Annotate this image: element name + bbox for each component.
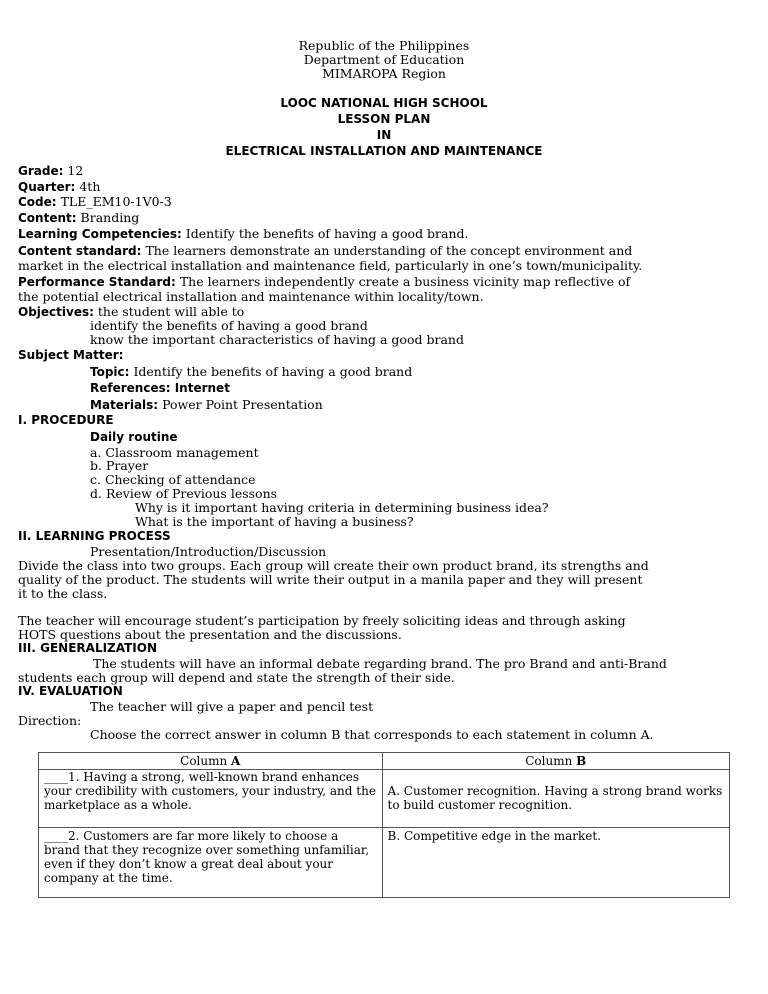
competencies-label: Learning Competencies: — [18, 227, 182, 241]
content-line — [18, 210, 139, 226]
subject-title: ELECTRICAL INSTALLATION AND MAINTENANCE — [225, 144, 543, 158]
objective-2: know the important characteristics of having a good brand — [90, 332, 464, 347]
routine-b: b. Prayer — [90, 458, 149, 473]
row2-answer: B. Competitive edge in the market. — [382, 828, 730, 898]
row2-statement: ____2. Customers are far more likely to choose a brand that they recognize over something unfamiliar, even if they don’t know a great deal about your company at the time. — [39, 828, 383, 898]
competencies-line — [18, 226, 469, 242]
evaluation-line1: The teacher will give a paper and pencil test — [90, 699, 374, 714]
quarter-line — [18, 179, 100, 195]
learning-p1-line2: quality of the product. The students will write their output in a manila paper and they will present — [18, 572, 643, 587]
objectives-value: the student will able to — [97, 304, 245, 319]
review-question-2: What is the important of having a business? — [135, 514, 414, 529]
topic-label: Topic: — [90, 365, 130, 379]
references-label: References: Internet — [90, 381, 230, 395]
grade-label: Grade: — [18, 164, 64, 178]
evaluation-heading: IV. EVALUATION — [18, 684, 123, 698]
learning-process-sub: Presentation/Introduction/Discussion — [90, 544, 327, 559]
title-in: IN — [376, 128, 392, 142]
topic-value: Identify the benefits of having a good brand — [133, 364, 413, 379]
table-header-row — [39, 753, 730, 770]
header-department: Department of Education — [303, 52, 465, 67]
generalization-heading: III. GENERALIZATION — [18, 641, 158, 655]
code-label: Code: — [18, 195, 57, 209]
grade-value: 12 — [67, 163, 84, 178]
generalization-line2: students each group will depend and state the strength of their side. — [18, 670, 455, 685]
procedure-heading: I. PROCEDURE — [18, 413, 114, 427]
direction-instruction: Choose the correct answer in column B that corresponds to each statement in column A. — [90, 727, 654, 742]
generalization-line1: The students will have an informal debate regarding brand. The pro Brand and anti-Brand — [93, 656, 667, 671]
row1-answer: A. Customer recognition. Having a strong brand works to build customer recognition. — [382, 770, 730, 828]
quarter-label: Quarter: — [18, 180, 76, 194]
objective-1: identify the benefits of having a good brand — [90, 318, 368, 333]
content-value: Branding — [80, 210, 140, 225]
daily-routine-label: Daily routine — [90, 430, 178, 444]
materials-line — [90, 397, 323, 413]
table-row — [39, 770, 730, 828]
materials-label: Materials: — [90, 398, 159, 412]
content-standard-cont: market in the electrical installation and maintenance field, particularly in one’s town/municipality. — [18, 258, 643, 273]
lesson-plan-title: LESSON PLAN — [337, 112, 431, 126]
competencies-value: Identify the benefits of having a good brand. — [185, 226, 469, 241]
table-row — [39, 828, 730, 898]
performance-standard-line — [18, 274, 630, 290]
learning-process-heading: II. LEARNING PROCESS — [18, 529, 171, 543]
quarter-value: 4th — [79, 179, 101, 194]
content-standard-value: The learners demonstrate an understanding of the concept environment and — [145, 243, 633, 258]
code-value: TLE_EM10-1V0-3 — [60, 194, 172, 209]
materials-value: Power Point Presentation — [162, 397, 323, 412]
matching-table — [38, 752, 730, 898]
column-a-prefix: Column — [180, 754, 232, 768]
learning-p2-line2: HOTS questions about the presentation and the discussions. — [18, 627, 402, 642]
column-b-header — [382, 753, 730, 770]
learning-p2-line1: The teacher will encourage student’s participation by freely soliciting ideas and through asking — [18, 613, 626, 628]
routine-c: c. Checking of attendance — [90, 472, 256, 487]
direction-label: Direction: — [18, 713, 82, 728]
column-a-letter: A — [231, 754, 241, 768]
content-label: Content: — [18, 211, 77, 225]
row1-statement: ____1. Having a strong, well-known brand enhances your credibility with customers, your industry, and the marketplace as a whole. — [39, 770, 383, 828]
column-a-header — [39, 753, 383, 770]
objectives-label: Objectives: — [18, 305, 94, 319]
header-republic: Republic of the Philippines — [298, 38, 470, 53]
learning-p1-line3: it to the class. — [18, 586, 108, 601]
content-standard-label: Content standard: — [18, 244, 142, 258]
routine-d: d. Review of Previous lessons — [90, 486, 278, 501]
content-standard-line — [18, 243, 632, 259]
school-name: LOOC NATIONAL HIGH SCHOOL — [280, 96, 488, 110]
subject-matter-label: Subject Matter: — [18, 348, 124, 362]
topic-line — [90, 364, 412, 380]
column-b-letter: B — [576, 754, 587, 768]
performance-standard-cont: the potential electrical installation and maintenance within locality/town. — [18, 289, 484, 304]
grade-line — [18, 163, 83, 179]
header-region: MIMAROPA Region — [322, 66, 446, 81]
code-line — [18, 194, 172, 210]
review-question-1: Why is it important having criteria in determining business idea? — [135, 500, 549, 515]
performance-standard-value: The learners independently create a business vicinity map reflective of — [179, 274, 631, 289]
routine-a: a. Classroom management — [90, 445, 259, 460]
performance-standard-label: Performance Standard: — [18, 275, 176, 289]
learning-p1-line1: Divide the class into two groups. Each group will create their own product brand, its strengths and — [18, 558, 649, 573]
column-b-prefix: Column — [525, 754, 577, 768]
